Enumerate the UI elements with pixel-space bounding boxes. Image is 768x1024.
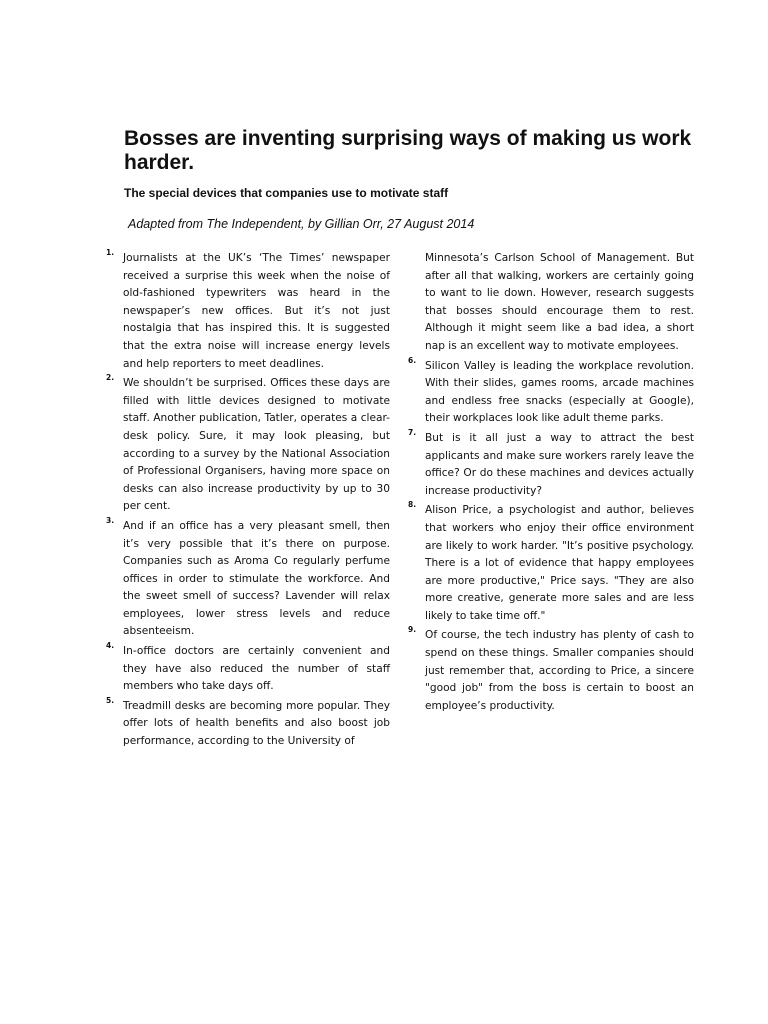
paragraph-4 (104, 643, 390, 696)
article-source: Adapted from The Independent, by Gillian Orr, 27 August 2014 (128, 217, 475, 231)
paragraph-7 (406, 427, 694, 500)
paragraph-number: 1. (106, 248, 115, 257)
paragraph-number: 5. (106, 695, 115, 705)
paragraph-number: 3. (106, 515, 115, 525)
left-column (104, 250, 390, 753)
paragraph-1 (104, 250, 390, 373)
paragraph-text: And if an office has a very pleasant smell, then it’s very possible that it’s there on purpose. Companies such as Aroma Co regularly perfume offices in order to stimulate the workforce. And the sweet smell of success? Lavender will relax employees, lower stress levels and reduce absenteeism. (123, 519, 390, 638)
paragraph-text: Silicon Valley is leading the workplace revolution. With their slides, games rooms, arcade machines and endless free snacks (especially at Google), their workplaces look like adult theme parks. (425, 359, 694, 425)
paragraph-number: 4. (106, 641, 115, 651)
paragraph-text: Alison Price, a psychologist and author, believes that workers who enjoy their office environment are likely to work harder. "It’s positive psychology. There is a lot of evidence that happy employees are more productive," Price says. "They are also more creative, generate more sales and are less likely to take time off." (425, 504, 694, 622)
paragraph-number: 6. (408, 355, 417, 365)
paragraph-number: 9. (408, 625, 417, 635)
paragraph-5-continued (406, 250, 694, 356)
paragraph-number: 8. (408, 500, 417, 510)
article-title: Bosses are inventing surprising ways of making us work harder. (124, 127, 692, 174)
paragraph-text: Minnesota’s Carlson School of Management. But after all that walking, workers are certainly going to want to lie down. However, research suggests that bosses should encourage them to rest. Although it might seem like a bad idea, a short nap is an excellent way to motivate employees. (425, 252, 694, 352)
paragraph-text: In-office doctors are certainly convenient and they have also reduced the number of staff members who take days off. (123, 645, 390, 693)
paragraph-text: Treadmill desks are becoming more popular. They offer lots of health benefits and also boost job performance, according to the University of (123, 699, 390, 748)
paragraph-5 (104, 695, 390, 751)
paragraph-text: But is it all just a way to attract the best applicants and make sure workers rarely leave the office? Or do these machines and devices actually increase productivity? (425, 431, 694, 497)
paragraph-2 (104, 375, 390, 516)
paragraph-8 (406, 502, 694, 625)
paragraph-6 (406, 355, 694, 428)
paragraph-number: 2. (106, 373, 115, 383)
paragraph-text: Of course, the tech industry has plenty of cash to spend on these things. Smaller companies should just remember that, according to Price, a sincere "good job" from the boss is certain to boost an employee’s productivity. (425, 629, 694, 712)
article-subtitle: The special devices that companies use to motivate staff (124, 186, 449, 200)
paragraph-text: We shouldn’t be surprised. Offices these days are filled with little devices designed to motivate staff. Another publication, Tatler, operates a clear-desk policy. Sure, it may look pleasing, but according to a survey by the National Association of Professional Organisers, having more space on desks can also increase productivity by up to 30 per cent. (123, 377, 390, 513)
paragraph-text: Journalists at the UK’s ‘The Times’ newspaper received a surprise this week when the noise of old-fashioned typewriters was heard in the newspaper’s new offices. But it’s not just nostalgia that has inspired this. It is suggested that the extra noise will increase energy levels and help reporters to meet deadlines. (123, 252, 390, 370)
paragraph-9 (406, 627, 694, 715)
paragraph-3 (104, 515, 390, 641)
paragraph-number: 7. (408, 427, 417, 437)
right-column (406, 250, 694, 717)
